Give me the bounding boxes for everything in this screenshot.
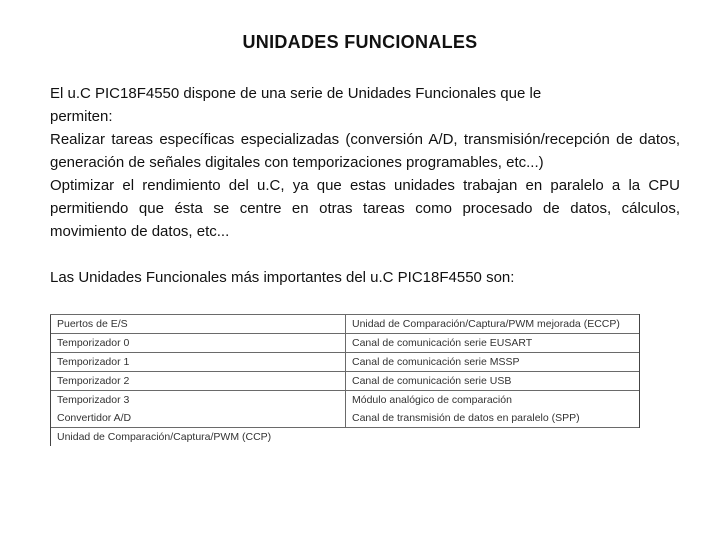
- table-row: [51, 353, 640, 372]
- table-row: [51, 428, 640, 447]
- list-intro: Las Unidades Funcionales más importantes del u.C PIC18F4550 son:: [50, 269, 515, 286]
- table-cell: Temporizador 3: [51, 391, 346, 410]
- table-cell: Canal de comunicación serie EUSART: [346, 334, 640, 353]
- table-cell: Canal de comunicación serie USB: [346, 372, 640, 391]
- table-cell: Temporizador 1: [51, 353, 346, 372]
- body-text: [50, 82, 680, 289]
- intro-line-1: El u.C PIC18F4550 dispone de una serie de Unidades Funcionales que le: [50, 85, 542, 102]
- table-row: [51, 315, 640, 334]
- table-row: [51, 391, 640, 410]
- table-cell: Canal de transmisión de datos en paralelo (SPP): [346, 409, 640, 428]
- table-cell: Temporizador 0: [51, 334, 346, 353]
- table-row: [51, 372, 640, 391]
- table-cell: Canal de comunicación serie MSSP: [346, 353, 640, 372]
- table-cell: Unidad de Comparación/Captura/PWM mejorada (ECCP): [346, 315, 640, 334]
- table-cell: Unidad de Comparación/Captura/PWM (CCP): [51, 428, 640, 447]
- table-row: [51, 409, 640, 428]
- table-row: [51, 334, 640, 353]
- table-cell: Temporizador 2: [51, 372, 346, 391]
- intro-line-2: permiten:: [50, 108, 113, 125]
- functional-units-table: [50, 314, 644, 454]
- page-title: UNIDADES FUNCIONALES: [242, 32, 478, 52]
- table-cell: Convertidor A/D: [51, 409, 346, 428]
- point-optimize-performance: Optimizar el rendimiento del u.C, ya que estas unidades trabajan en paralelo a la CPU permitiendo que ésta se centre en otras tareas como procesado de datos, cálculos, movimiento de datos, etc...: [50, 177, 680, 240]
- table-cell: Puertos de E/S: [51, 315, 346, 334]
- table-cell: Módulo analógico de comparación: [346, 391, 640, 410]
- point-specialized-tasks: Realizar tareas específicas especializadas (conversión A/D, transmisión/recepción de datos, generación de señales digitales con temporizaciones programables, etc...): [50, 131, 680, 171]
